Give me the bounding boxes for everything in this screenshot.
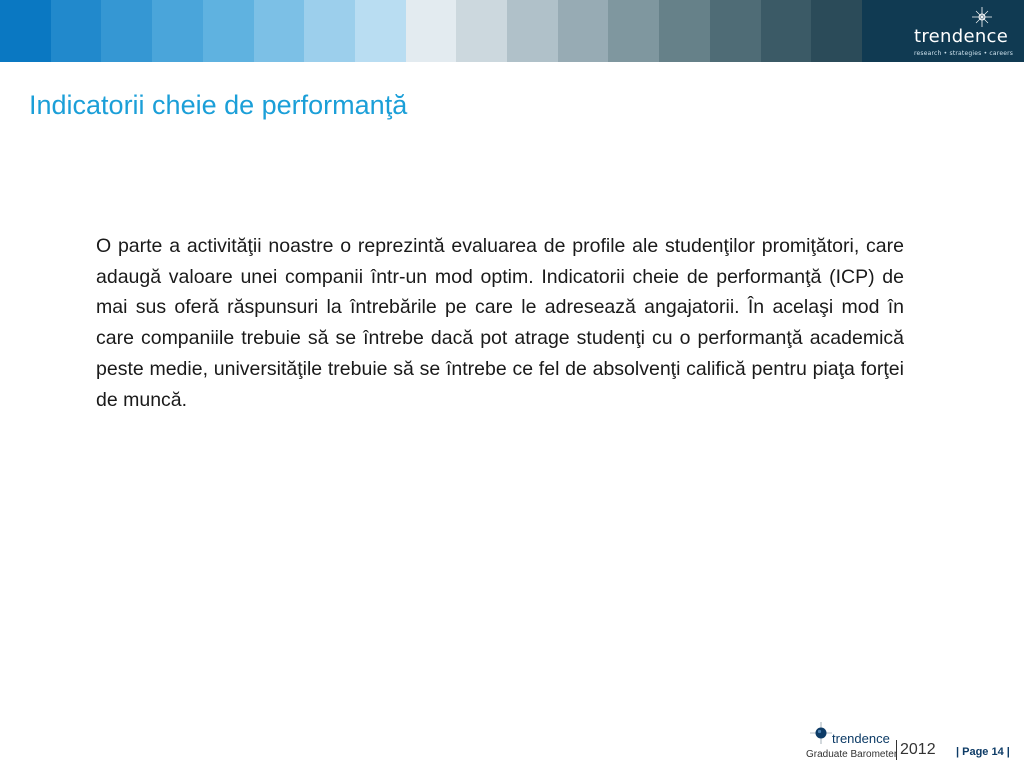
header-band-strip: [406, 0, 457, 62]
footer-subtitle: Graduate Barometer: [806, 749, 898, 760]
header-band-strip: [101, 0, 152, 62]
header-band-strip: [608, 0, 659, 62]
header-band-strip: [761, 0, 812, 62]
header-band-strip: [0, 0, 51, 62]
header-band-strip: [811, 0, 862, 62]
footer-year: 2012: [896, 740, 936, 760]
header-band-strip: [254, 0, 305, 62]
header-band-strip: [456, 0, 507, 62]
header-brand-tagline: research • strategies • careers: [914, 50, 1014, 57]
header-band-strip: [203, 0, 254, 62]
header-band-strip: [152, 0, 203, 62]
page-number: | Page 14 |: [956, 746, 1010, 758]
header-band-strip: [304, 0, 355, 62]
header-band-strip: [51, 0, 102, 62]
header-band-strip: [355, 0, 406, 62]
body-paragraph: O parte a activităţii noastre o reprezintă evaluarea de profile ale studenţilor promiţători, care adaugă valoare unei companii într-un mod optim. Indicatorii cheie de performanţă (ICP) de mai sus oferă răspunsuri la întrebările pe care le adresează angajatorii. În acelaşi mod în care companiile trebuie să se întrebe dacă pot atrage studenţi cu o performanţă academică peste medie, universităţile trebuie să se întrebe ce fel de absolvenţi califică pentru piaţa forţei de muncă.: [96, 235, 904, 411]
trendence-globe-icon: [810, 722, 832, 744]
header-band-strip: [659, 0, 710, 62]
header-band-strip: [507, 0, 558, 62]
header-band-strip: [558, 0, 609, 62]
slide-title: Indicatorii cheie de performanţă: [29, 90, 408, 121]
footer-brand-name: trendence: [832, 731, 890, 746]
header-band-strip: [710, 0, 761, 62]
header-brand-name: trendence: [914, 26, 1009, 47]
